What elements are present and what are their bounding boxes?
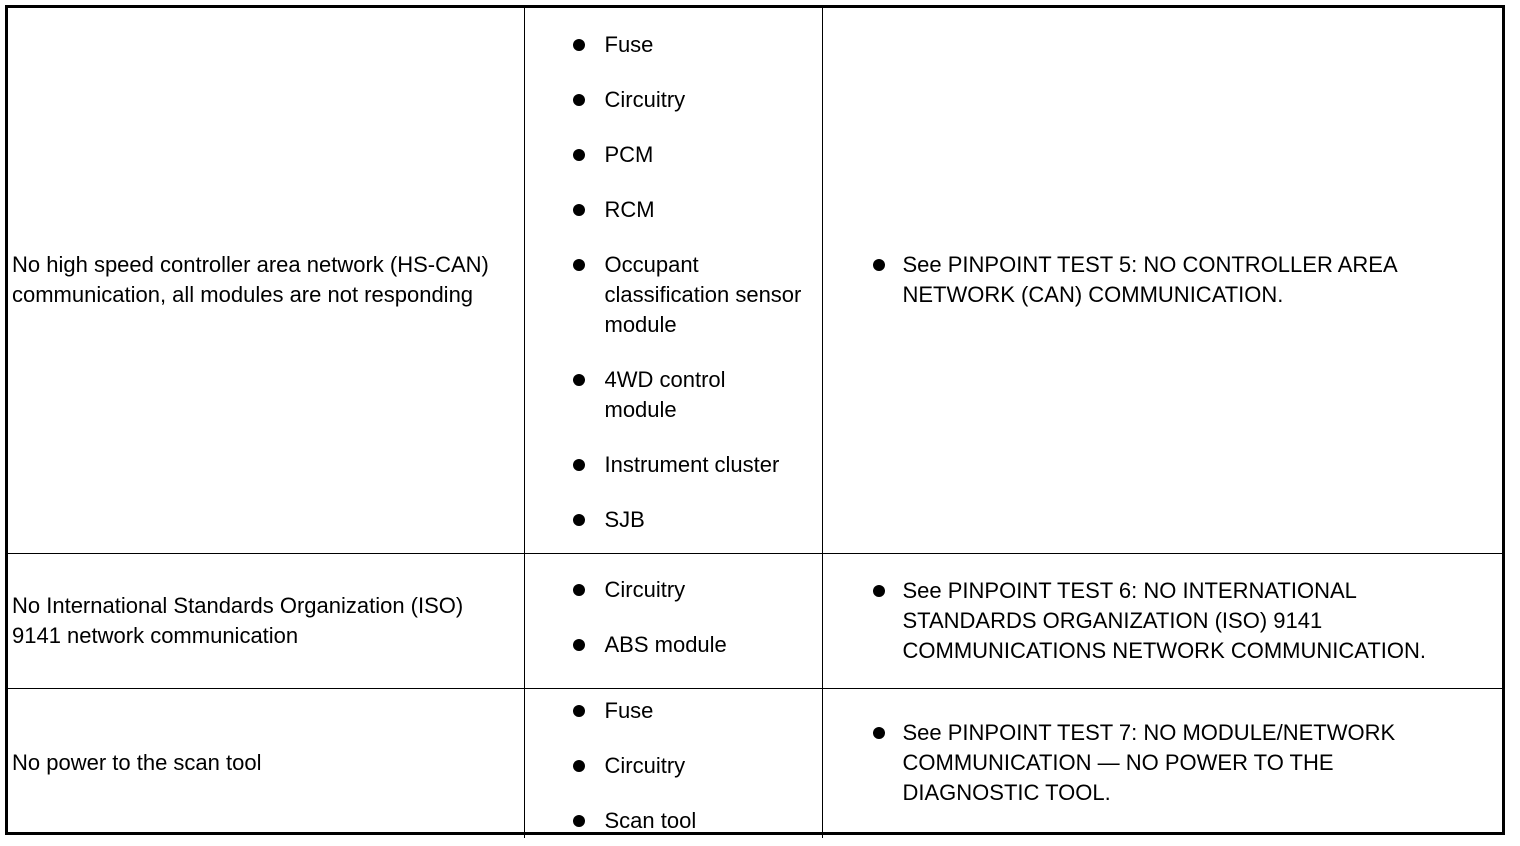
condition-cell [8, 553, 524, 688]
table-row [8, 688, 1502, 838]
bullet-icon [573, 514, 585, 526]
list-item [525, 505, 822, 535]
possible-sources-cell [524, 553, 822, 688]
source-label: Circuitry [604, 752, 686, 778]
bullet-icon [873, 259, 885, 271]
list-item [525, 30, 822, 60]
source-label: ABS module [604, 631, 727, 657]
list-item [525, 806, 822, 836]
list-item [525, 195, 822, 225]
pinpoint-test-link[interactable]: See PINPOINT TEST 6: NO INTERNATIONAL STANDARDS ORGANIZATION (ISO) 9141 COMMUNICATIONS NETWORK COMMUNICATION. [902, 577, 1426, 663]
possible-sources-list [525, 696, 822, 836]
source-label: 4WD control module [604, 367, 726, 423]
condition-text: No power to the scan tool [12, 750, 262, 775]
bullet-icon [573, 149, 585, 161]
bullet-icon [573, 760, 585, 772]
list-item [525, 575, 822, 605]
list-item [525, 751, 822, 781]
table-row [8, 553, 1502, 688]
possible-sources-list [525, 575, 822, 660]
table-row [8, 8, 1502, 553]
action-list [823, 250, 1503, 310]
possible-sources-cell [524, 8, 822, 553]
pinpoint-test-link[interactable]: See PINPOINT TEST 7: NO MODULE/NETWORK COMMUNICATION — NO POWER TO THE DIAGNOSTIC TOOL. [902, 720, 1396, 805]
list-item [823, 576, 1503, 666]
source-label: Instrument cluster [604, 452, 780, 478]
source-label: Fuse [604, 697, 654, 723]
bullet-icon [573, 374, 585, 386]
bullet-icon [573, 259, 585, 271]
bullet-icon [573, 705, 585, 717]
list-item [823, 718, 1503, 808]
symptom-table [8, 8, 1502, 838]
condition-cell [8, 688, 524, 838]
bullet-icon [573, 639, 585, 651]
condition-text: No International Standards Organization (ISO) 9141 network communication [12, 592, 464, 648]
list-item [525, 140, 822, 170]
source-label: Circuitry [604, 87, 686, 113]
bullet-icon [573, 204, 585, 216]
list-item [525, 250, 822, 340]
bullet-icon [573, 584, 585, 596]
list-item [823, 250, 1503, 310]
bullet-icon [573, 459, 585, 471]
source-label: Circuitry [604, 576, 686, 602]
possible-sources-list [525, 30, 822, 535]
bullet-icon [573, 94, 585, 106]
condition-text: No high speed controller area network (HS-CAN) communication, all modules are not responding [12, 252, 489, 308]
bullet-icon [573, 815, 585, 827]
action-list [823, 576, 1503, 666]
list-item [525, 450, 822, 480]
symptom-chart [5, 5, 1505, 835]
source-label: Occupant classification sensor module [604, 252, 802, 338]
bullet-icon [873, 727, 885, 739]
list-item [525, 85, 822, 115]
source-label: RCM [604, 197, 655, 223]
list-item [525, 696, 822, 726]
condition-cell [8, 8, 524, 553]
action-cell [822, 8, 1502, 553]
list-item [525, 365, 822, 425]
source-label: SJB [604, 507, 645, 533]
bullet-icon [573, 39, 585, 51]
source-label: PCM [604, 142, 654, 168]
pinpoint-test-link[interactable]: See PINPOINT TEST 5: NO CONTROLLER AREA NETWORK (CAN) COMMUNICATION. [902, 252, 1397, 308]
source-label: Fuse [604, 32, 654, 58]
bullet-icon [873, 585, 885, 597]
action-list [823, 718, 1503, 808]
action-cell [822, 553, 1502, 688]
list-item [525, 630, 822, 660]
action-cell [822, 688, 1502, 838]
source-label: Scan tool [604, 807, 697, 833]
possible-sources-cell [524, 688, 822, 838]
